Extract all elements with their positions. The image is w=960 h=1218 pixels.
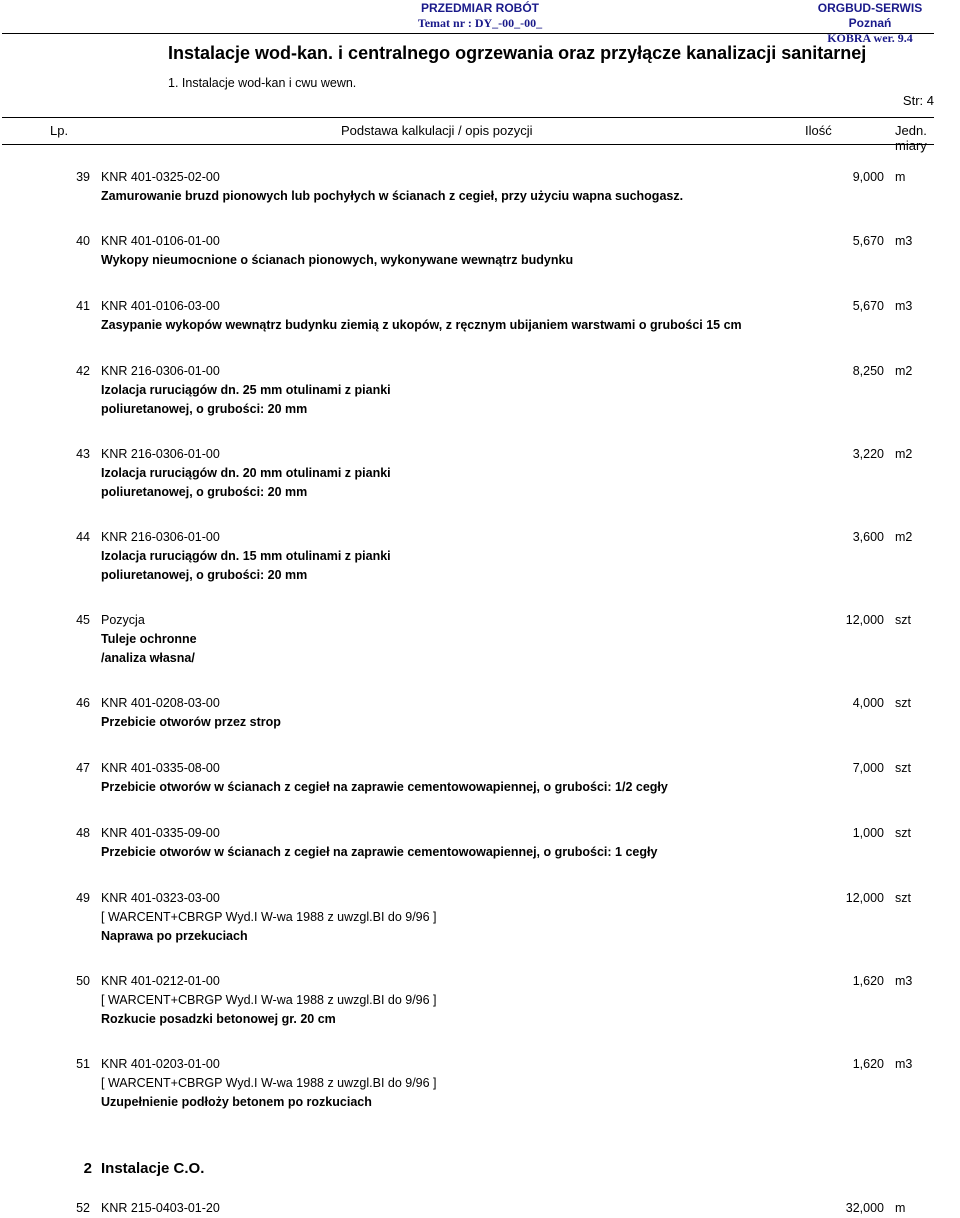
item-qty: 1,620 [852, 974, 884, 988]
item-code: KNR 216-0306-01-00 [101, 530, 220, 544]
item-code: KNR 401-0212-01-00 [101, 974, 220, 988]
column-header-row [2, 117, 934, 153]
column-unit: Jedn. miary [895, 123, 927, 153]
item-description: Rozkucie posadzki betonowej gr. 20 cm [101, 1012, 336, 1026]
company-name: ORGBUD-SERWIS Poznań [817, 1, 923, 30]
item-lp: 43 [76, 447, 90, 461]
item-qty: 1,000 [852, 826, 884, 840]
item-lp: 47 [76, 761, 90, 775]
table-row [0, 889, 960, 946]
item-lp: 51 [76, 1057, 90, 1071]
item-unit: m2 [895, 447, 913, 461]
item-unit: m3 [895, 299, 913, 313]
table-row [0, 694, 960, 732]
item-qty: 12,000 [845, 891, 884, 905]
section-number: 2 [83, 1160, 92, 1177]
item-code: KNR 401-0208-03-00 [101, 696, 220, 710]
item-unit: szt [895, 891, 911, 905]
item-unit: szt [895, 613, 911, 627]
report-header-left [400, 1, 560, 31]
item-code: KNR 401-0335-09-00 [101, 826, 220, 840]
table-row [0, 824, 960, 862]
item-lp: 45 [76, 613, 90, 627]
column-basis: Podstawa kalkulacji / opis pozycji [341, 123, 533, 138]
item-description: Izolacja ruruciągów dn. 25 mm otulinami z pianki [101, 383, 391, 397]
item-note: [ WARCENT+CBRGP Wyd.I W-wa 1988 z uwzgl.BI do 9/96 ] [101, 993, 437, 1007]
item-qty: 4,000 [852, 696, 884, 710]
item-description: poliuretanowej, o grubości: 20 mm [101, 402, 308, 416]
item-description: Naprawa po przekuciach [101, 929, 248, 943]
item-description: poliuretanowej, o grubości: 20 mm [101, 568, 308, 582]
table-row [0, 297, 960, 335]
item-unit: m [895, 1201, 906, 1215]
item-qty: 12,000 [845, 613, 884, 627]
table-row [0, 611, 960, 668]
item-code: KNR 401-0323-03-00 [101, 891, 220, 905]
item-qty: 8,250 [852, 364, 884, 378]
section-name: Instalacje C.O. [101, 1160, 205, 1177]
item-qty: 9,000 [852, 170, 884, 184]
table-row [0, 528, 960, 585]
item-note: [ WARCENT+CBRGP Wyd.I W-wa 1988 z uwzgl.BI do 9/96 ] [101, 1076, 437, 1090]
item-qty: 5,670 [852, 299, 884, 313]
column-lp: Lp. [50, 123, 69, 138]
table-row [0, 168, 960, 206]
table-row [0, 972, 960, 1029]
item-unit: m2 [895, 364, 913, 378]
table-row [0, 1055, 960, 1112]
item-lp: 39 [76, 170, 90, 184]
item-qty: 1,620 [852, 1057, 884, 1071]
item-lp: 48 [76, 826, 90, 840]
item-code: KNR 401-0325-02-00 [101, 170, 220, 184]
item-qty: 3,600 [852, 530, 884, 544]
item-description: Tuleje ochronne [101, 632, 197, 646]
item-code: KNR 401-0106-03-00 [101, 299, 220, 313]
item-lp: 42 [76, 364, 90, 378]
item-lp: 46 [76, 696, 90, 710]
report-type: PRZEDMIAR ROBÓT [421, 1, 539, 15]
table-row [0, 445, 960, 502]
item-description: Izolacja ruruciągów dn. 20 mm otulinami z pianki [101, 466, 391, 480]
item-description: Uzupełnienie podłoży betonem po rozkuciach [101, 1095, 372, 1109]
item-description: Izolacja ruruciągów dn. 15 mm otulinami z pianki [101, 549, 391, 563]
document-title: Instalacje wod-kan. i centralnego ogrzewania oraz przyłącze kanalizacji sanitarnej [168, 43, 867, 63]
item-unit: m3 [895, 974, 913, 988]
header-divider [2, 33, 934, 34]
item-description: Zamurowanie bruzd pionowych lub pochyłych w ścianach z cegieł, przy użyciu wapna suchogasz. [101, 189, 684, 203]
item-description: /analiza własna/ [101, 651, 195, 665]
table-row [0, 232, 960, 270]
item-lp: 52 [76, 1201, 90, 1215]
item-description: Przebicie otworów w ścianach z cegieł na zaprawie cementowowapiennej, o grubości: 1 cegły [101, 845, 658, 859]
item-code: KNR 401-0106-01-00 [101, 234, 220, 248]
item-unit: szt [895, 826, 911, 840]
item-qty: 5,670 [852, 234, 884, 248]
table-row [0, 1199, 960, 1218]
item-qty: 3,220 [852, 447, 884, 461]
item-qty: 32,000 [845, 1201, 884, 1215]
item-lp: 49 [76, 891, 90, 905]
project-topic: Temat nr : DY_-00_-00_ [417, 16, 543, 30]
item-lp: 50 [76, 974, 90, 988]
report-header-right [800, 1, 940, 46]
item-lp: 41 [76, 299, 90, 313]
item-unit: m [895, 170, 906, 184]
item-code: KNR 216-0306-01-00 [101, 364, 220, 378]
item-note: [ WARCENT+CBRGP Wyd.I W-wa 1988 z uwzgl.BI do 9/96 ] [101, 910, 437, 924]
item-code: KNR 216-0306-01-00 [101, 447, 220, 461]
item-unit: szt [895, 696, 911, 710]
item-code: KNR 401-0335-08-00 [101, 761, 220, 775]
table-row [0, 759, 960, 797]
item-qty: 7,000 [852, 761, 884, 775]
item-code: KNR 215-0403-01-20 [101, 1201, 220, 1215]
table-row [0, 362, 960, 419]
item-unit: m2 [895, 530, 913, 544]
item-unit: m3 [895, 234, 913, 248]
page-number: Str: 4 [902, 93, 934, 108]
item-unit: m3 [895, 1057, 913, 1071]
item-description: Przebicie otworów przez strop [101, 715, 281, 729]
item-code: Pozycja [101, 613, 145, 627]
item-lp: 44 [76, 530, 90, 544]
chapter-subtitle: 1. Instalacje wod-kan i cwu wewn. [168, 76, 357, 90]
item-lp: 40 [76, 234, 90, 248]
item-description: Wykopy nieumocnione o ścianach pionowych, wykonywane wewnątrz budynku [101, 253, 574, 267]
item-description: Przebicie otworów w ścianach z cegieł na zaprawie cementowowapiennej, o grubości: 1/2 cegły [101, 780, 668, 794]
item-unit: szt [895, 761, 911, 775]
item-description: Zasypanie wykopów wewnątrz budynku ziemią z ukopów, z ręcznym ubijaniem warstwami o grubości 15 cm [101, 318, 742, 332]
item-description: poliuretanowej, o grubości: 20 mm [101, 485, 308, 499]
software-version: KOBRA wer. 9.4 [827, 31, 913, 45]
column-qty: Ilość [805, 123, 832, 138]
item-code: KNR 401-0203-01-00 [101, 1057, 220, 1071]
